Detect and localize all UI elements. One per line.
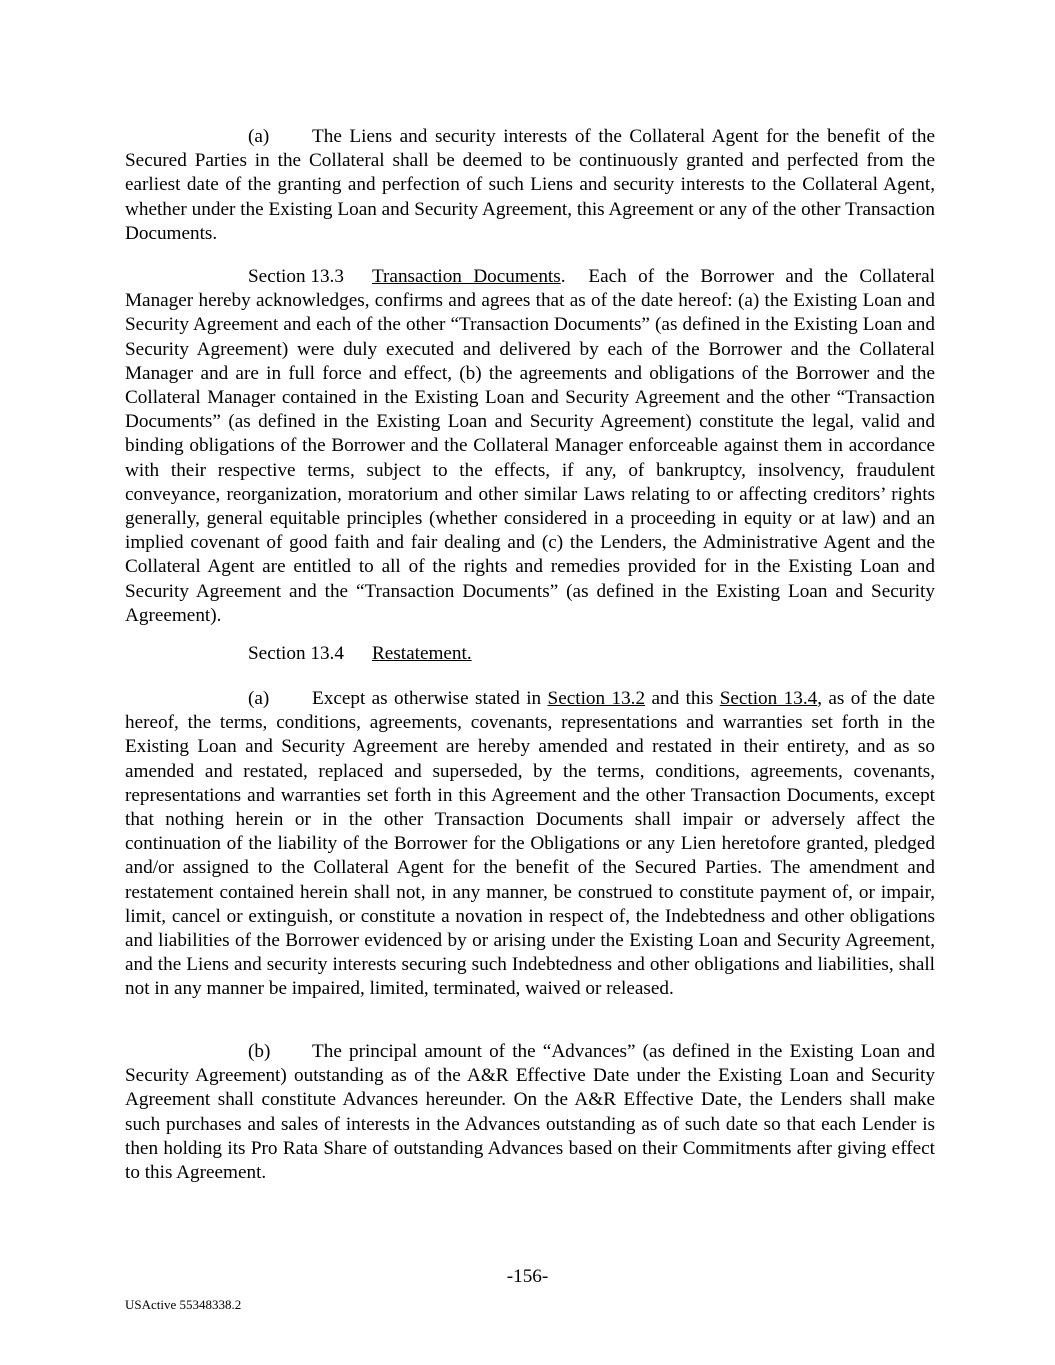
paragraph-text-before: Except as otherwise stated in — [312, 688, 548, 709]
section-heading-punct: . — [560, 266, 566, 287]
document-id: USActive 55348338.2 — [125, 1297, 242, 1312]
paragraph-text: The Liens and security interests of the Collateral Agent for the benefit of the Secured Parties in the Collateral shall be deemed to be continuously granted and perfected from the earliest date of the granting and perfection of such Liens and security interests to the Collateral Agent, whether under the Existing Loan and Security Agreement, this Agreement or any of the other Transaction Documents. — [125, 126, 935, 244]
paragraph-13-4-a — [125, 687, 935, 1002]
section-heading: Transaction Documents — [372, 266, 561, 287]
paragraph-13-2-a — [125, 125, 935, 246]
paragraph-label: (a) — [248, 126, 270, 147]
paragraph-label: (b) — [248, 1041, 271, 1062]
paragraph-text-mid: and this — [645, 688, 720, 709]
paragraph-label: (a) — [248, 688, 270, 709]
section-text: Each of the Borrower and the Collateral Manager hereby acknowledges, confirms and agrees that as of the date hereof: (a) the Existing Loan and Security Agreement and each of the other “Transaction Documents” (as defined in the Existing Loan and Security Agreement) were duly executed and delivered by each of the Borrower and the Collateral Manager and are in full force and effect, (b) the agreements and obligations of the Borrower and the Collateral Manager contained in the Existing Loan and Security Agreement and the other “Transaction Documents” (as defined in the Existing Loan and Security Agreement) constitute the legal, valid and binding obligations of the Borrower and the Collateral Manager enforceable against them in accordance with their respective terms, subject to the effects, if any, of bankruptcy, insolvency, fraudulent conveyance, reorganization, moratorium and other similar Laws relating to or affecting creditors’ rights generally, general equitable principles (whether considered in a proceeding in equity or at law) and an implied covenant of good faith and fair dealing and (c) the Lenders, the Administrative Agent and the Collateral Agent are entitled to all of the rights and remedies provided for in the Existing Loan and Security Agreement and the “Transaction Documents” (as defined in the Existing Loan and Security Agreement). — [125, 266, 935, 626]
page-number: -156- — [506, 1266, 549, 1287]
section-number: Section 13.3 — [248, 266, 344, 287]
section-13-4-reference: Section 13.4 — [719, 688, 818, 709]
section-13-2-reference: Section 13.2 — [547, 688, 646, 709]
paragraph-13-4-b — [125, 1040, 935, 1185]
paragraph-text: The principal amount of the “Advances” (as defined in the Existing Loan and Security Agreement) outstanding as of the A&R Effective Date under the Existing Loan and Security Agreement shall constitute Advances hereunder. On the A&R Effective Date, the Lenders shall make such purchases and sales of interests in the Advances outstanding as of such date so that each Lender is then holding its Pro Rata Share of outstanding Advances based on their Commitments after giving effect to this Agreement. — [125, 1041, 935, 1184]
section-13-4 — [125, 642, 935, 666]
section-number: Section 13.4 — [248, 643, 344, 664]
section-heading: Restatement. — [372, 643, 472, 664]
paragraph-text-after: , as of the date hereof, the terms, conditions, agreements, covenants, representations and warranties set forth in the Existing Loan and Security Agreement are hereby amended and restated in their entirety, and as so amended and restated, replaced and superseded, by the terms, conditions, agreements, covenants, representations and warranties set forth in this Agreement and the other Transaction Documents, except that nothing herein or in the other Transaction Documents shall impair or adversely affect the continuation of the liability of the Borrower for the Obligations or any Lien heretofore granted, pledged and/or assigned to the Collateral Agent for the benefit of the Secured Parties. The amendment and restatement contained herein shall not, in any manner, be construed to constitute payment of, or impair, limit, cancel or extinguish, or constitute a novation in respect of, the Indebtedness and other obligations and liabilities of the Borrower evidenced by or arising under the Existing Loan and Security Agreement, and the Liens and security interests securing such Indebtedness and other obligations and liabilities, shall not in any manner be impaired, limited, terminated, waived or released. — [125, 688, 935, 1000]
section-13-3 — [125, 265, 935, 628]
